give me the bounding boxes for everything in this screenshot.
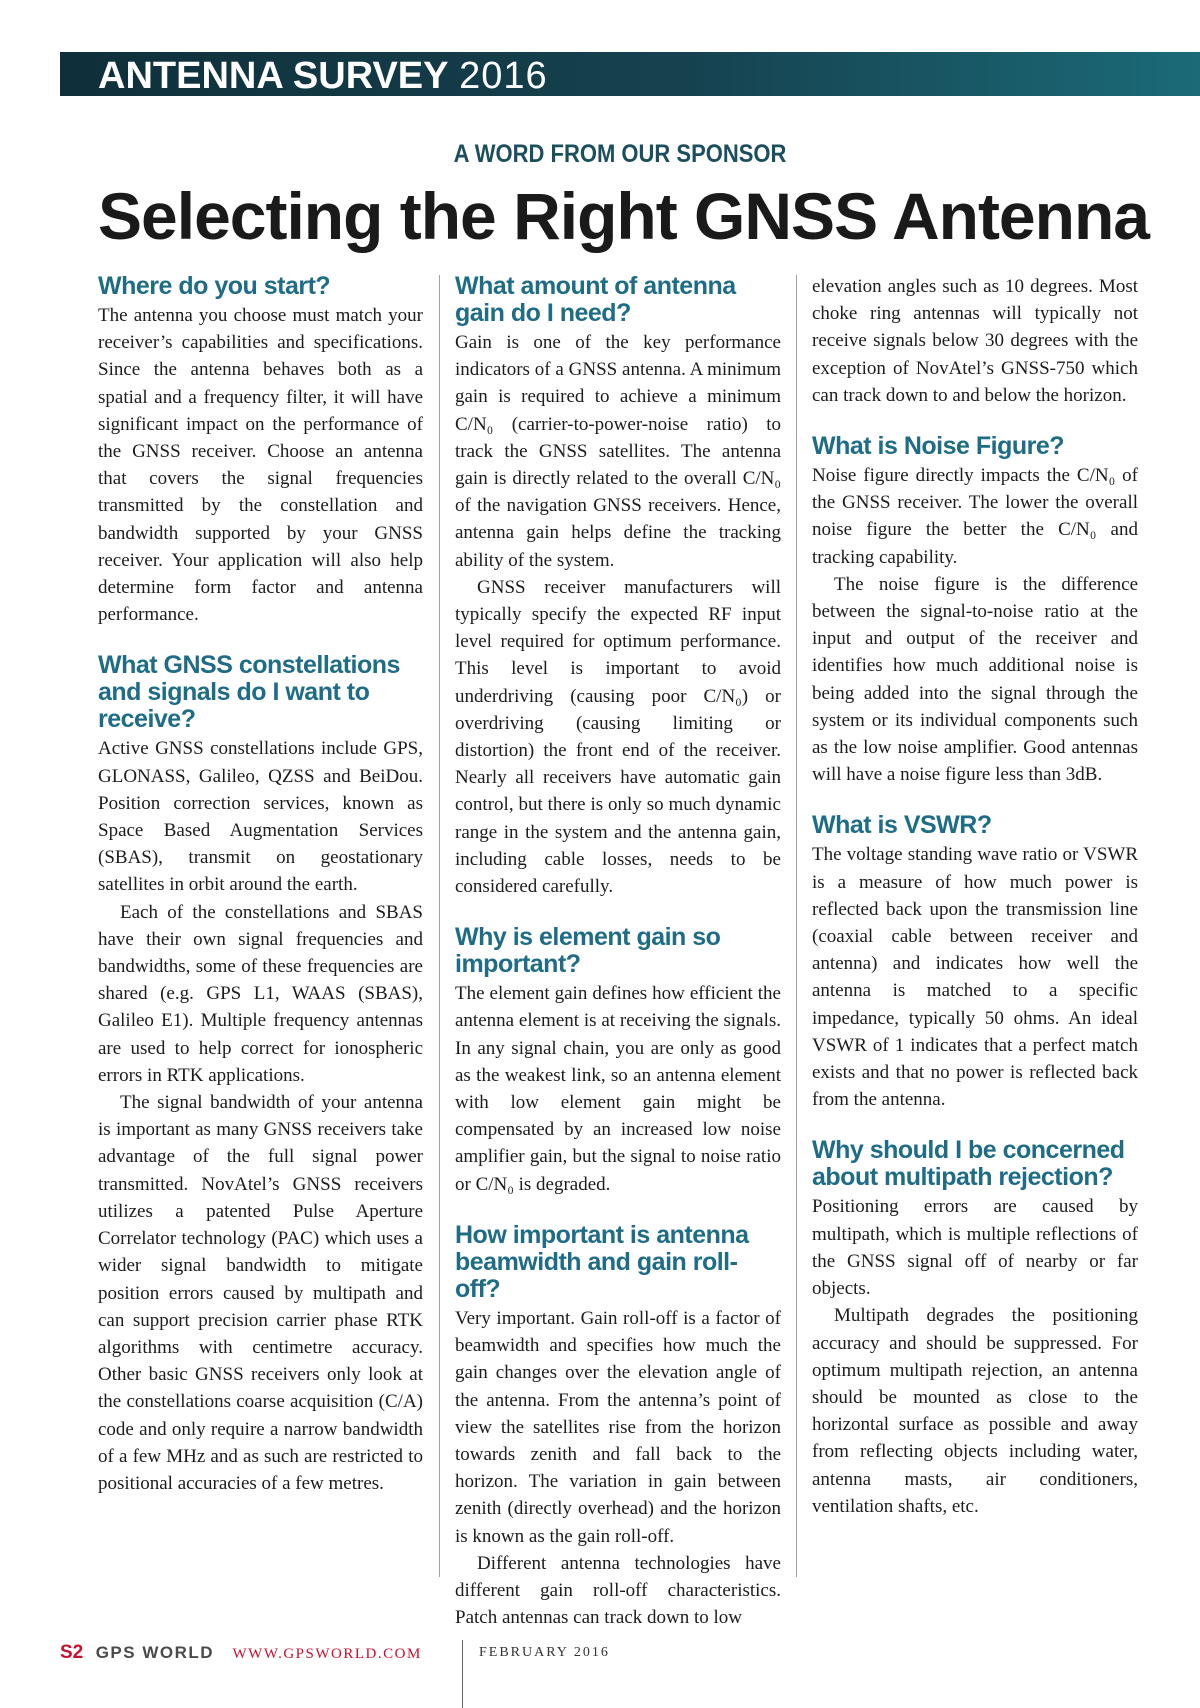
body-paragraph: Each of the constellations and SBAS have their own signal frequencies and bandwidths, some of these frequencies are shared (e.g. GPS L1, WAAS (SBAS), Galileo E1). Multiple frequency antennas are used to help correct for ionospheric errors in RTK applications. [98, 901, 423, 1086]
body-paragraph: Positioning errors are caused by multipath, which is multiple reflections of the GNSS signal off of nearby or far objects. [812, 1196, 1138, 1300]
section-banner [60, 52, 1200, 96]
body-paragraph: The antenna you choose must match your receiver’s capabilities and specifications. Since the antenna behaves both as a spatial and a frequency filter, it will have significant impact on the performance of the GNSS receiver. Choose an antenna that covers the signal frequencies transmitted by the constellation and bandwidth supported by your GNSS receiver. Your application will also help determine form factor and antenna performance. [98, 305, 423, 626]
sponsor-kicker: A WORD FROM OUR SPONSOR [453, 140, 787, 168]
body-paragraph: elevation angles such as 10 degrees. Most choke ring antennas will typically not receive signals below 30 degrees with the exception of NovAtel’s GNSS-750 which can track down to and below the horizon. [812, 276, 1138, 406]
article-column-2 [455, 273, 781, 1631]
column-divider [796, 275, 797, 1577]
body-paragraph: Very important. Gain roll-off is a factor of beamwidth and specifies how much the gain changes over the elevation angle of the antenna. From the antenna’s point of view the satellites rise from the horizon towards zenith and fall back to the horizon. The variation in gain between zenith (directly overhead) and the horizon is known as the gain roll-off. [455, 1307, 781, 1547]
body-paragraph: The signal bandwidth of your antenna is important as many GNSS receivers take advantage of the full signal power transmitted. NovAtel’s GNSS receivers utilizes a patented Pulse Aperture Correlator technology (PAC) which uses a wider signal bandwidth to mitigate position errors caused by multipath and can support precision carrier phase RTK algorithms with centimetre accuracy. Other basic GNSS receivers only look at the constellations coarse acquisition (C/A) code and only require a narrow bandwidth of a few MHz and as such are restricted to positional accuracies of a few metres. [98, 1092, 423, 1494]
section-heading: Why should I be concerned about multipath rejection? [812, 1136, 1125, 1192]
page-number: S2 [60, 1642, 84, 1663]
article-column-1 [98, 273, 423, 1497]
body-paragraph: Multipath degrades the positioning accuracy and should be suppressed. For optimum multipath rejection, an antenna should be mounted as close to the horizontal surface as possible and away from reflecting objects including water, antenna masts, air conditioners, ventilation shafts, etc. [812, 1305, 1138, 1517]
body-paragraph: Gain is one of the key performance indicators of a GNSS antenna. A minimum gain is required to achieve a minimum C/N₀ (carrier-to-power-noise ratio) to track the GNSS satellites. The antenna gain is directly related to the overall C/N₀ of the navigation GNSS receivers. Hence, antenna gain helps define the tracking ability of the system. [455, 332, 781, 571]
section-heading: Why is element gain so important? [455, 923, 721, 979]
section-heading: What GNSS constellations and signals do I want to receive? [98, 651, 400, 734]
column-divider [439, 275, 440, 1577]
article-column-3 [812, 273, 1138, 1520]
section-heading: Where do you start? [98, 272, 331, 300]
magazine-name: GPS WORLD [95, 1643, 215, 1662]
banner-title-bold: ANTENNA SURVEY [98, 55, 449, 96]
article-title: Selecting the Right GNSS Antenna [98, 179, 1149, 253]
website-link[interactable]: WWW.GPSWORLD.COM [232, 1646, 422, 1662]
body-paragraph: The noise figure is the difference between the signal-to-noise ratio at the input and output of the receiver and identifies how much additional noise is being added into the signal through the system or its individual components such as the low noise amplifier. Good antennas will have a noise figure less than 3dB. [812, 573, 1138, 786]
issue-date: FEBRUARY 2016 [479, 1645, 610, 1660]
banner-title-year: 2016 [459, 55, 548, 96]
body-paragraph: Different antenna technologies have different gain roll-off characteristics. Patch antennas can track down to low [455, 1552, 781, 1629]
page-footer [60, 1640, 422, 1666]
body-paragraph: GNSS receiver manufacturers will typically specify the expected RF input level required for optimum performance. This level is important to avoid underdriving (causing poor C/N₀) or overdriving (causing limiting or distortion) the front end of the receiver. Nearly all receivers have automatic gain control, but there is only so much dynamic range in the system and the antenna gain, including cable losses, needs to be considered carefully. [455, 576, 781, 898]
banner-title [98, 52, 548, 96]
section-heading: What amount of antenna gain do I need? [455, 272, 736, 327]
body-paragraph: The element gain defines how efficient the antenna element is at receiving the signals. In any signal chain, you are only as good as the weakest link, so an antenna element with low element gain might be compensated by an increased low noise amplifier gain, but the signal to noise ratio or C/N₀ is degraded. [455, 983, 781, 1195]
body-paragraph: The voltage standing wave ratio or VSWR is a measure of how much power is reflected back upon the transmission line (coaxial cable between receiver and antenna) and indicates how well the antenna is matched to a specific impedance, typically 50 ohms. An ideal VSWR of 1 indicates that a perfect match exists and that no power is reflected back from the antenna. [812, 844, 1138, 1111]
body-paragraph: Noise figure directly impacts the C/N₀ of the GNSS receiver. The lower the overall noise figure the better the C/N₀ and tracking capability. [812, 465, 1138, 568]
section-heading: What is Noise Figure? [812, 432, 1065, 461]
body-paragraph: Active GNSS constellations include GPS, GLONASS, Galileo, QZSS and BeiDou. Position correction services, known as Space Based Augmentation Services (SBAS), transmit on geostationary satellites in orbit around the earth. [98, 738, 423, 896]
section-heading: What is VSWR? [812, 811, 992, 840]
footer-divider [462, 1640, 463, 1708]
section-heading: How important is antenna beamwidth and gain roll-off? [455, 1220, 749, 1303]
